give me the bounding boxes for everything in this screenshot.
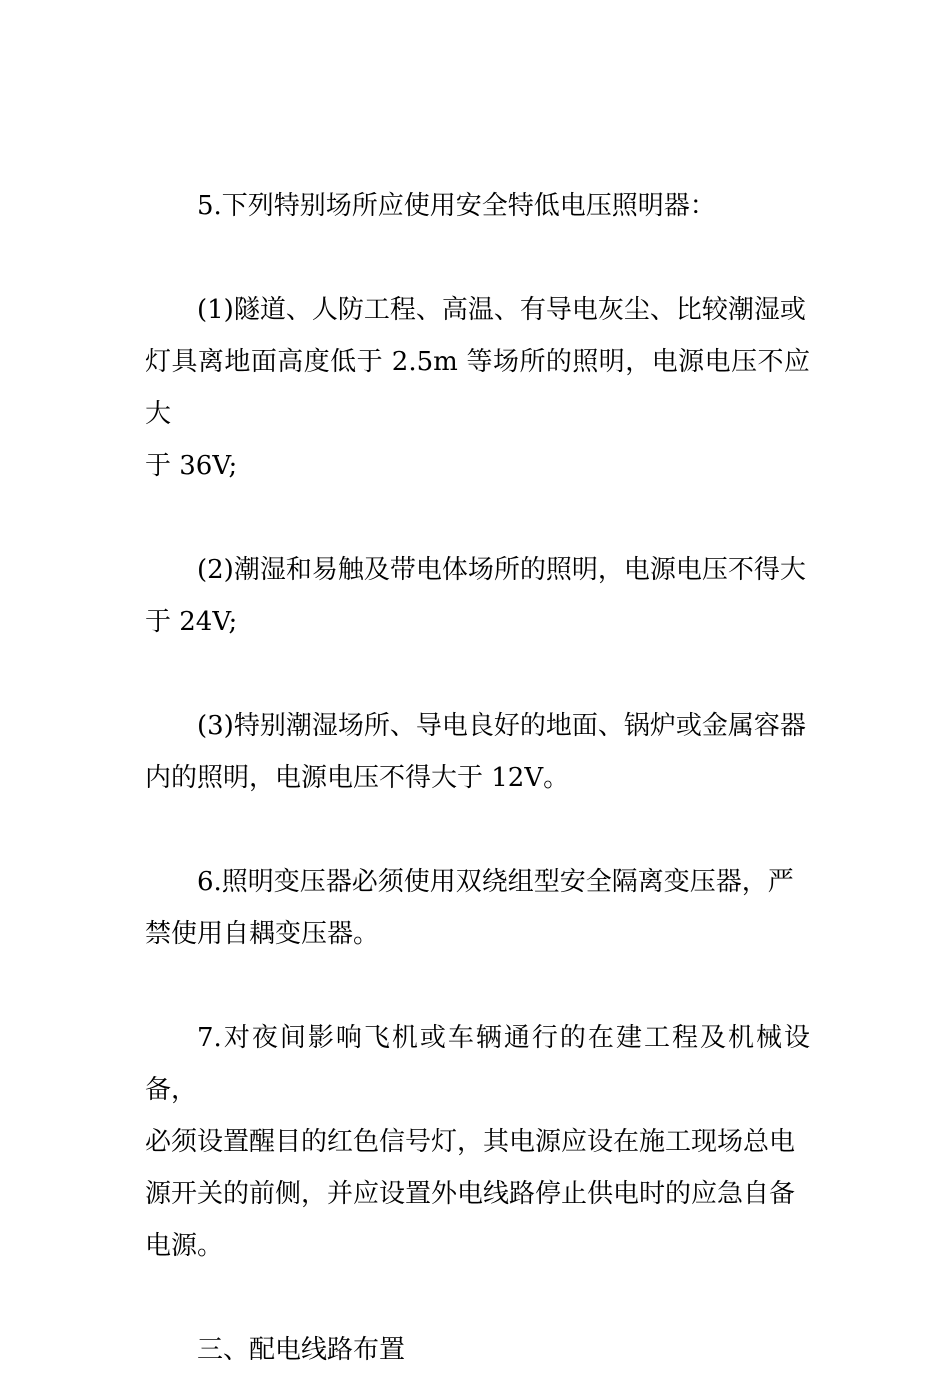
paragraph-gap <box>145 232 810 284</box>
paragraph-item-5-3: (3)特别潮湿场所、导电良好的地面、锅炉或金属容器 内的照明，电源电压不得大于 12V。 <box>145 711 806 793</box>
paragraph-gap <box>145 1272 810 1324</box>
paragraph-item-6: 6.照明变压器必须使用双绕组型安全隔离变压器，严 禁使用自耦变压器。 <box>145 867 794 949</box>
paragraph-item-5: 5.下列特别场所应使用安全特低电压照明器： <box>197 191 716 221</box>
section-heading-3: 三、配电线路布置 <box>197 1335 406 1365</box>
paragraph-gap <box>145 804 810 856</box>
paragraph-item-5-2: (2)潮湿和易触及带电体场所的照明，电源电压不得大 于 24V; <box>145 555 806 637</box>
paragraph-gap <box>145 648 810 700</box>
paragraph-item-7: 7.对夜间影响飞机或车辆通行的在建工程及机械设备， 必须设置醒目的红色信号灯，其电源应设在施工现场总电 源开关的前侧，并应设置外电线路停止供电时的应急自备 电源。 <box>145 1023 810 1261</box>
document-body <box>145 180 810 1376</box>
paragraph-item-5-1: (1)隧道、人防工程、高温、有导电灰尘、比较潮湿或 灯具离地面高度低于 2.5m 等场所的照明，电源电压不应大 于 36V; <box>145 295 810 481</box>
paragraph-gap <box>145 960 810 1012</box>
paragraph-gap <box>145 492 810 544</box>
